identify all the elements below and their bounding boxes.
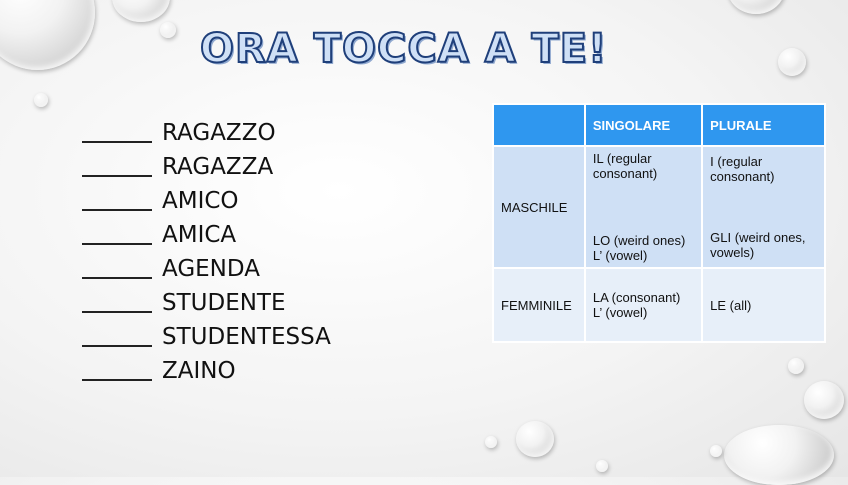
cell-text: IL (regular consonant) [592, 151, 658, 181]
slide-title: ORA TOCCA A TE! [200, 26, 608, 72]
header-cell-plurale: PLURALE [702, 104, 825, 146]
cell-text: LO (weird ones) [592, 233, 686, 248]
word-list [82, 116, 331, 388]
cell-femminile-plurale: LE (all) [702, 268, 825, 342]
answer-blank [82, 150, 152, 177]
water-drop-decoration [485, 436, 497, 448]
answer-blank [82, 184, 152, 211]
water-drop-decoration [727, 0, 785, 14]
water-drop-decoration [596, 460, 608, 472]
list-item [82, 286, 331, 320]
water-drop-decoration [160, 22, 176, 38]
cell-femminile-singolare [585, 268, 702, 342]
cell-text: LA (consonant) [592, 290, 681, 305]
row-label-femminile: FEMMINILE [493, 268, 585, 342]
list-item [82, 252, 331, 286]
answer-blank [82, 354, 152, 381]
answer-blank [82, 218, 152, 245]
cell-text: GLI (weird ones, vowels) [710, 230, 806, 260]
word-label: RAGAZZO [162, 120, 276, 146]
cell-maschile-plurale [702, 146, 825, 268]
cell-text: I (regular consonant) [710, 154, 775, 184]
cell-text: L’ (vowel) [592, 248, 648, 263]
table-row [493, 146, 825, 268]
list-item [82, 218, 331, 252]
articles-table [492, 103, 826, 343]
answer-blank [82, 116, 152, 143]
list-item [82, 150, 331, 184]
header-cell-singolare: SINGOLARE [585, 104, 702, 146]
word-label: STUDENTE [162, 290, 286, 316]
list-item [82, 354, 331, 388]
water-drop-decoration [112, 0, 170, 22]
row-label-maschile: MASCHILE [493, 146, 585, 268]
water-drop-decoration [778, 48, 806, 76]
water-drop-decoration [710, 445, 722, 457]
water-drop-decoration [804, 381, 844, 419]
word-label: AMICO [162, 188, 239, 214]
word-label: RAGAZZA [162, 154, 274, 180]
list-item [82, 116, 331, 150]
list-item [82, 184, 331, 218]
water-drop-decoration [0, 0, 95, 70]
list-item [82, 320, 331, 354]
answer-blank [82, 286, 152, 313]
table-row [493, 268, 825, 342]
water-drop-decoration [516, 421, 554, 457]
word-label: AMICA [162, 222, 237, 248]
cell-maschile-singolare [585, 146, 702, 268]
water-drop-decoration [788, 358, 804, 374]
answer-blank [82, 320, 152, 347]
table-header-row [493, 104, 825, 146]
water-drop-decoration [724, 425, 834, 485]
header-cell-empty [493, 104, 585, 146]
word-label: STUDENTESSA [162, 324, 331, 350]
water-drop-decoration [34, 93, 48, 107]
cell-text: L’ (vowel) [592, 305, 648, 320]
answer-blank [82, 252, 152, 279]
word-label: ZAINO [162, 358, 236, 384]
word-label: AGENDA [162, 256, 260, 282]
